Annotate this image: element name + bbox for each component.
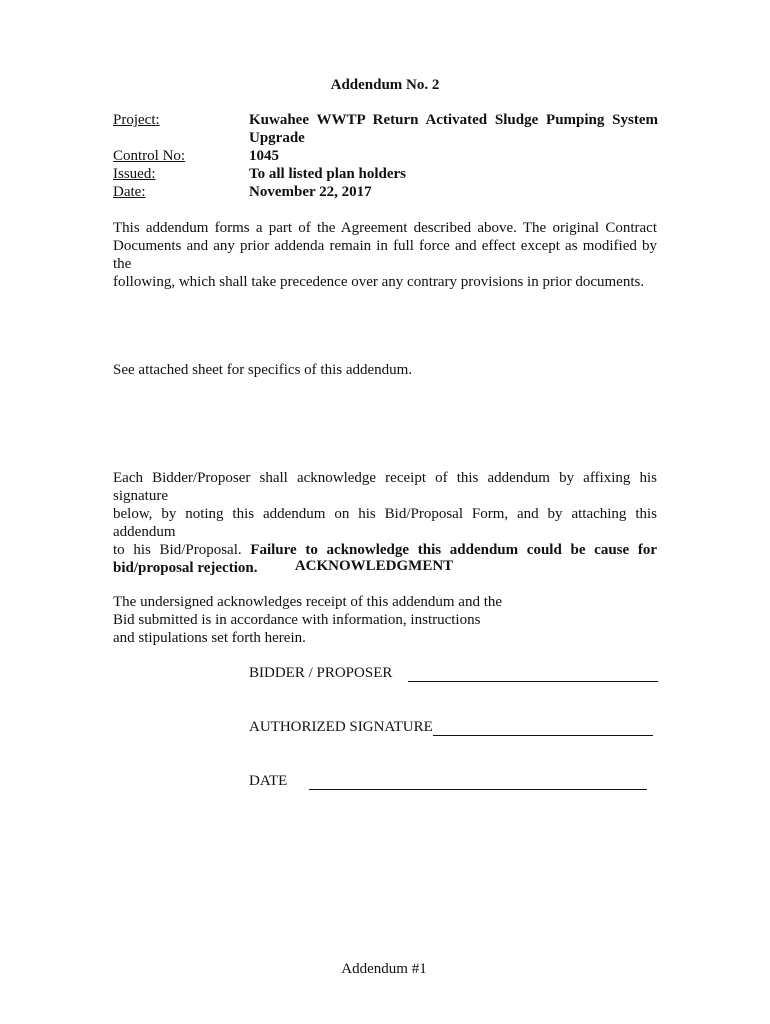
acknowledgment-line2: Bid submitted is in accordance with information, instructions bbox=[113, 612, 481, 628]
acknowledgment-line3: and stipulations set forth herein. bbox=[113, 630, 306, 646]
authorized-signature-line[interactable] bbox=[433, 721, 653, 736]
footer-text: Addendum #1 bbox=[341, 961, 427, 977]
authorized-signature-field bbox=[249, 718, 653, 736]
intro-paragraph bbox=[113, 219, 657, 291]
instructions-line3-normal: to his Bid/Proposal. bbox=[113, 542, 251, 558]
control-value: 1045 bbox=[249, 148, 279, 164]
see-attached-text: See attached sheet for specifics of this addendum. bbox=[113, 362, 413, 378]
see-attached-paragraph bbox=[113, 361, 657, 379]
acknowledgment-heading-text: ACKNOWLEDGMENT bbox=[294, 558, 454, 574]
date-field-label: DATE bbox=[249, 773, 288, 789]
instructions-line2: below, by noting this addendum on his Bid/Proposal Form, and by attaching this addendum bbox=[113, 506, 657, 540]
bidder-proposer-field bbox=[249, 664, 658, 682]
acknowledgment-line1: The undersigned acknowledges receipt of this addendum and the bbox=[113, 594, 503, 610]
date-row bbox=[113, 183, 658, 201]
acknowledgment-text bbox=[113, 593, 533, 647]
issued-value: To all listed plan holders bbox=[249, 166, 406, 182]
authorized-signature-label: AUTHORIZED SIGNATURE bbox=[249, 719, 433, 735]
control-row bbox=[113, 147, 658, 165]
bidder-proposer-line[interactable] bbox=[408, 667, 658, 682]
instructions-line3-bold: Failure to acknowledge this addendum could be cause for bbox=[250, 542, 657, 558]
document-title bbox=[0, 76, 770, 94]
document-title-text: Addendum No. 2 bbox=[330, 77, 440, 93]
intro-line1: This addendum forms a part of the Agreement described above. The original Contract bbox=[113, 220, 657, 236]
date-value: November 22, 2017 bbox=[249, 184, 372, 200]
intro-line3: following, which shall take precedence over any contrary provisions in prior documents. bbox=[113, 274, 645, 290]
project-value-line2: Upgrade bbox=[249, 130, 305, 146]
date-label: Date: bbox=[113, 184, 146, 200]
date-field bbox=[249, 772, 647, 790]
project-metadata bbox=[113, 111, 658, 201]
page-footer bbox=[0, 960, 770, 978]
issued-row bbox=[113, 165, 658, 183]
project-value-line1: Kuwahee WWTP Return Activated Sludge Pumping System bbox=[249, 112, 658, 128]
project-label: Project: bbox=[113, 112, 160, 128]
date-field-line[interactable] bbox=[309, 775, 647, 790]
project-value bbox=[249, 111, 658, 147]
instructions-line4-bold: bid/proposal rejection. bbox=[113, 560, 258, 576]
control-label: Control No: bbox=[113, 148, 186, 164]
bidder-proposer-label: BIDDER / PROPOSER bbox=[249, 665, 393, 681]
issued-label: Issued: bbox=[113, 166, 156, 182]
project-row bbox=[113, 111, 658, 147]
acknowledgment-heading bbox=[0, 557, 770, 575]
intro-line2: Documents and any prior addenda remain in full force and effect except as modified by the bbox=[113, 238, 657, 272]
instructions-line1: Each Bidder/Proposer shall acknowledge receipt of this addendum by affixing his signature bbox=[113, 470, 657, 504]
